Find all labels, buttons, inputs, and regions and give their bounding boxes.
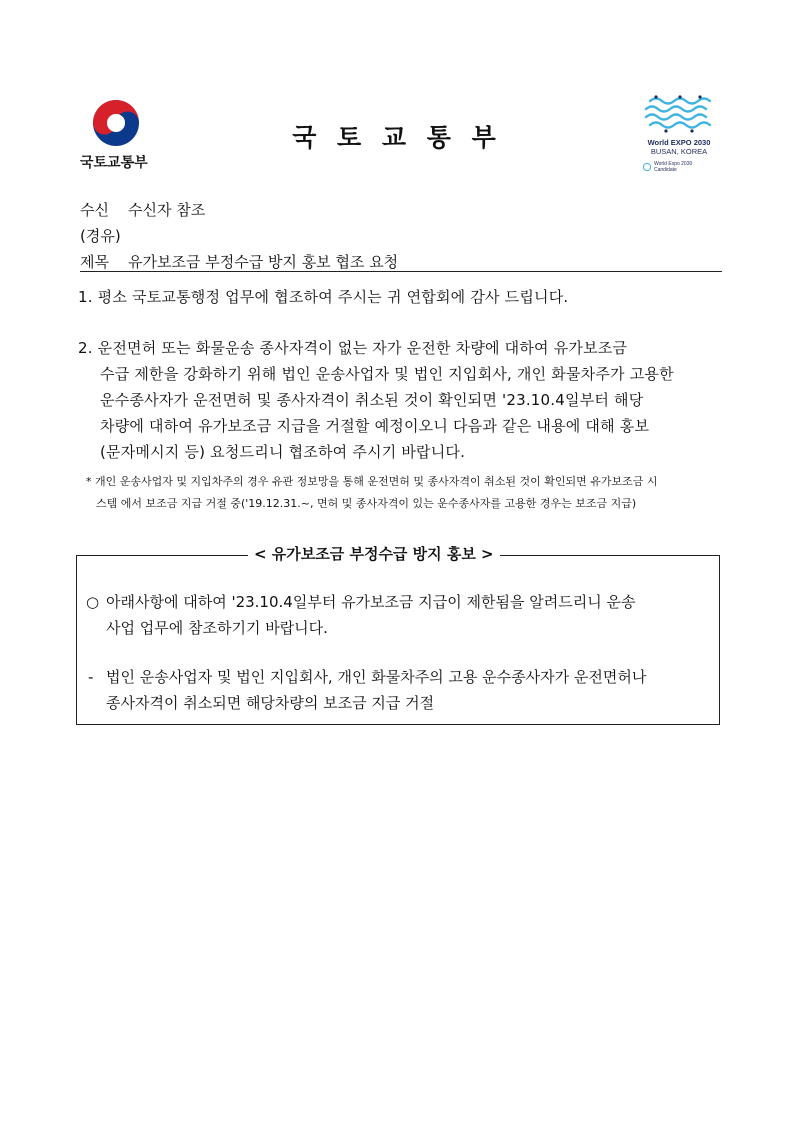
candidate-mark-icon [643,163,651,171]
notice-item-2-bullet: - [88,668,94,686]
recipient-value: 수신자 참조 [128,201,206,219]
paragraph-2-line-3: 운수종사자가 운전면허 및 종사자격이 취소된 것이 확인되면 '23.10.4일부터 해당 [100,391,644,409]
subject-value: 유가보조금 부정수급 방지 홍보 협조 요청 [128,253,399,271]
expo-wave-icon [636,93,722,137]
paragraph-2-line-4: 차량에 대하여 유가보조금 지급을 거절할 예정이오니 다음과 같은 내용에 대해 홍보 [100,417,650,435]
document-title: 국 토 교 통 부 [292,123,502,152]
expo-candidate: World Expo 2030 Candidate [654,161,693,173]
paragraph-2-line-2: 수급 제한을 강화하기 위해 법인 운송사업자 및 법인 지입회사, 개인 화물차주가 고용한 [100,365,674,383]
footnote-line-1: * 개인 운송사업자 및 지입차주의 경우 유관 정보망을 통해 운전면허 및 종사자격이 취소된 것이 확인되면 유가보조금 시 [86,475,658,488]
notice-item-1-line-2: 사업 업무에 참조하기기 바랍니다. [106,619,328,637]
expo-line1: World EXPO 2030 [647,138,711,147]
notice-item-2-line-1: 법인 운송사업자 및 법인 지입회사, 개인 화물차주의 고용 운수종사자가 운전면허나 [106,668,647,686]
recipient-row [80,200,205,220]
notice-box-title: < 유가보조금 부정수급 방지 홍보 > [248,543,500,564]
subject-label: 제목 [80,253,109,271]
paragraph-1: 1. 평소 국토교통행정 업무에 협조하여 주시는 귀 연합회에 감사 드립니다. [78,288,569,306]
paragraph-2-line-1: 2. 운전면허 또는 화물운송 종사자격이 없는 자가 운전한 차량에 대하여 유가보조금 [78,339,628,357]
world-expo-logo [636,93,722,179]
footnote-line-2: 스템 에서 보조금 지급 거절 중('19.12.31.~, 면허 및 종사자격이 있는 운수종사자를 고용한 경우는 보조금 지급) [96,497,637,510]
via-row: (경유) [80,227,121,245]
subject-row [80,252,398,272]
notice-item-1-line-1: 아래사항에 대하여 '23.10.4일부터 유가보조금 지급이 제한됨을 알려드리니 운송 [106,593,636,611]
notice-item-1-bullet: ○ [86,593,100,611]
expo-line2: BUSAN, KOREA [650,147,708,156]
recipient-label: 수신 [80,201,109,219]
ministry-logo-label: 국토교통부 [80,155,148,171]
notice-item-2-line-2: 종사자격이 취소되면 해당차량의 보조금 지급 거절 [106,694,435,712]
header-divider [80,271,722,272]
paragraph-2-line-5: (문자메시지 등) 요청드리니 협조하여 주시기 바랍니다. [100,443,466,461]
